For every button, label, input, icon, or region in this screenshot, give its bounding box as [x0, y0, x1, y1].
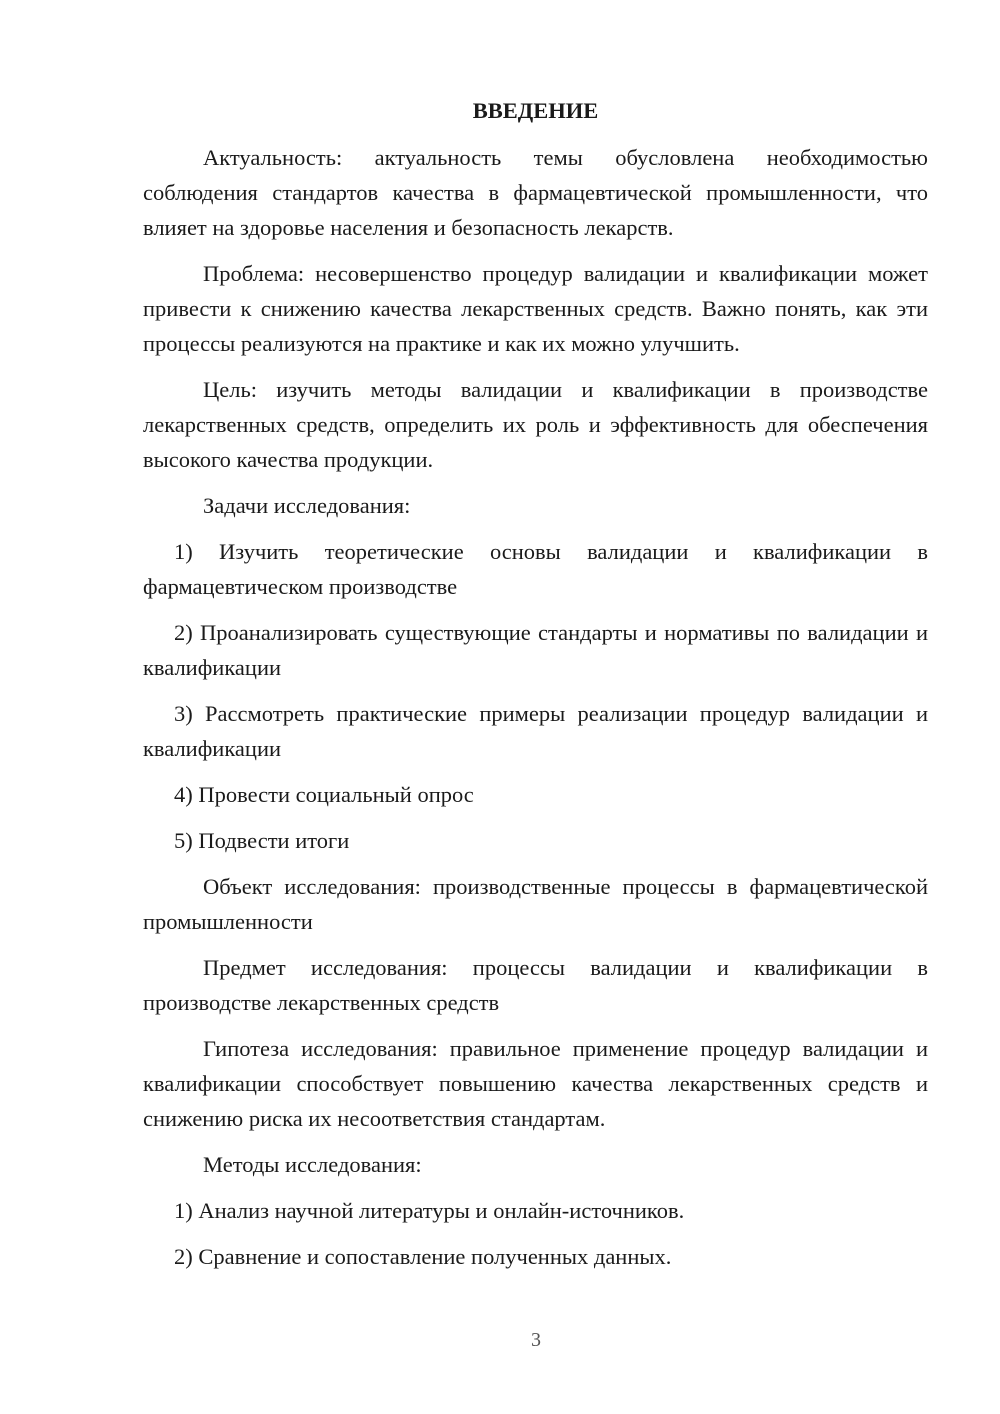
page-number: 3	[531, 1329, 541, 1351]
subject-paragraph: Предмет исследования: процессы валидации и квалификации в производстве лекарственных средств	[143, 955, 928, 1015]
tasks-heading: Задачи исследования:	[203, 493, 411, 518]
section-title: ВВЕДЕНИЕ	[472, 98, 599, 123]
methods-heading: Методы исследования:	[203, 1152, 422, 1177]
task-item: 1) Изучить теоретические основы валидации и квалификации в фармацевтическом производстве	[143, 539, 928, 599]
object-paragraph: Объект исследования: производственные процессы в фармацевтической промышленности	[143, 874, 928, 934]
goal-paragraph: Цель: изучить методы валидации и квалификации в производстве лекарственных средств, определить их роль и эффективность для обеспечения высокого качества продукции.	[143, 377, 928, 472]
problem-paragraph: Проблема: несовершенство процедур валидации и квалификации может привести к снижению качества лекарственных средств. Важно понять, как эти процессы реализуются на практике и как их можно улучшить.	[143, 261, 928, 356]
task-item: 3) Рассмотреть практические примеры реализации процедур валидации и квалификации	[143, 701, 928, 761]
method-item: 2) Сравнение и сопоставление полученных данных.	[174, 1244, 672, 1269]
relevance-paragraph: Актуальность: актуальность темы обусловлена необходимостью соблюдения стандартов качества в фармацевтической промышленности, что влияет на здоровье населения и безопасность лекарств.	[143, 145, 928, 240]
method-item: 1) Анализ научной литературы и онлайн-источников.	[174, 1198, 685, 1223]
document-page	[143, 95, 928, 1285]
task-item: 2) Проанализировать существующие стандарты и нормативы по валидации и квалификации	[143, 620, 928, 680]
hypothesis-paragraph: Гипотеза исследования: правильное применение процедур валидации и квалификации способствует повышению качества лекарственных средств и снижению риска их несоответствия стандартам.	[143, 1036, 928, 1131]
task-item: 5) Подвести итоги	[174, 828, 350, 853]
task-item: 4) Провести социальный опрос	[174, 782, 474, 807]
